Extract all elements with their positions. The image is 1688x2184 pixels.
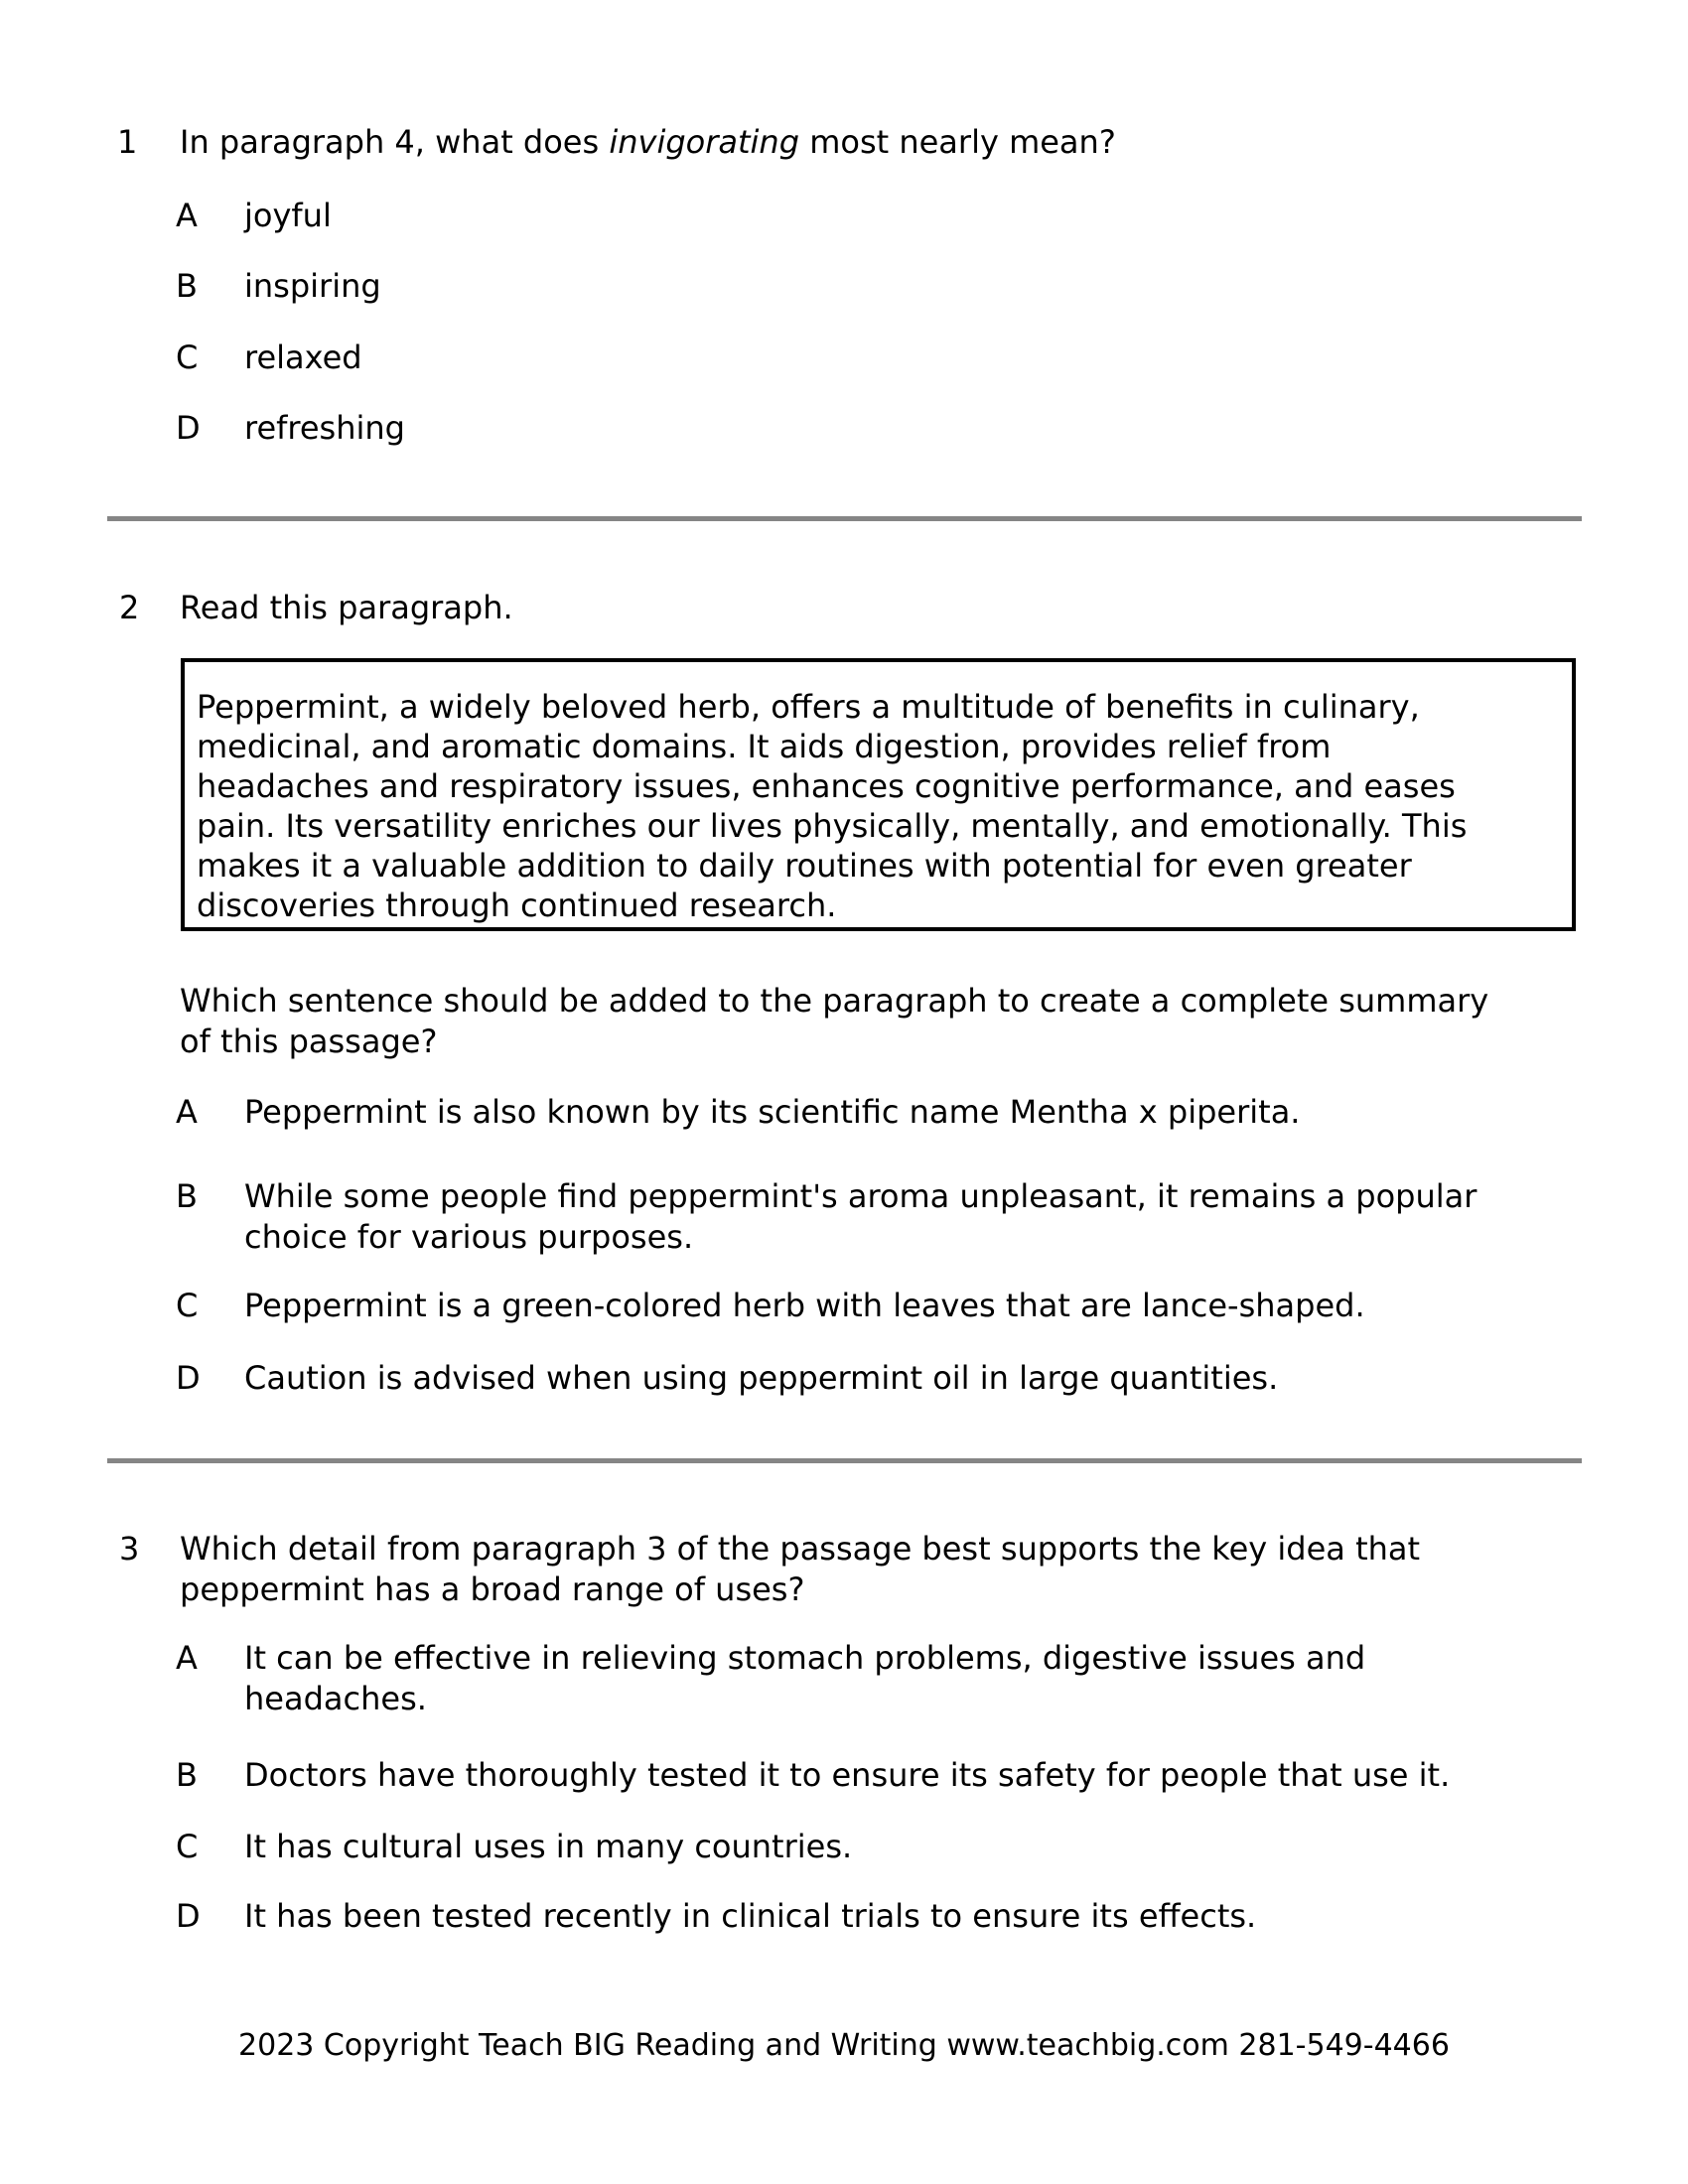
option-letter: C xyxy=(176,1828,199,1865)
option-text-line: Peppermint is a green-colored herb with leaves that are lance-shaped. xyxy=(244,1287,1365,1324)
question-1-line xyxy=(180,122,1116,163)
option-text-line: joyful xyxy=(244,197,332,234)
boxed-paragraph-line: pain. Its versatility enriches our lives physically, mentally, and emotionally. This xyxy=(197,807,1468,845)
question-2-option-b xyxy=(176,1176,1477,1258)
question-2-prompt xyxy=(180,588,513,628)
option-text xyxy=(244,266,381,307)
option-text-line: Doctors have thoroughly tested it to ensure its safety for people that use it. xyxy=(244,1756,1451,1794)
boxed-paragraph-line: makes it a valuable addition to daily routines with potential for even greater xyxy=(197,847,1412,885)
option-text-line: headaches. xyxy=(244,1680,427,1717)
question-3-text xyxy=(180,1529,1420,1610)
option-letter: A xyxy=(176,1093,198,1131)
option-text-line: Caution is advised when using peppermint oil in large quantities. xyxy=(244,1359,1279,1397)
question-3-option-b xyxy=(176,1755,1450,1796)
option-text-line: Peppermint is also known by its scientific name Mentha x piperita. xyxy=(244,1093,1301,1131)
option-text xyxy=(244,1896,1256,1937)
boxed-paragraph xyxy=(181,658,1576,931)
option-text xyxy=(244,1176,1477,1258)
option-text xyxy=(244,408,405,449)
option-letter: D xyxy=(176,1359,201,1397)
question-1-option-b xyxy=(176,266,381,307)
question-3-number: 3 xyxy=(119,1530,140,1568)
option-text xyxy=(244,1358,1278,1399)
question-1-text-post: most nearly mean? xyxy=(799,123,1116,161)
option-letter: B xyxy=(176,267,198,305)
option-letter: B xyxy=(176,1756,198,1794)
option-text xyxy=(244,1638,1365,1719)
option-letter: D xyxy=(176,409,201,447)
option-letter: D xyxy=(176,1897,201,1935)
option-letter: C xyxy=(176,1287,199,1324)
boxed-paragraph-line: headaches and respiratory issues, enhances cognitive performance, and eases xyxy=(197,767,1456,805)
option-letter: B xyxy=(176,1177,198,1215)
question-1-option-a xyxy=(176,196,332,236)
boxed-paragraph-line: discoveries through continued research. xyxy=(197,887,837,924)
question-2-number: 2 xyxy=(119,589,140,626)
copyright-footer: 2023 Copyright Teach BIG Reading and Writing www.teachbig.com 281-549-4466 xyxy=(238,2028,1450,2063)
question-2-option-c xyxy=(176,1286,1365,1326)
question-3 xyxy=(119,1529,1420,1610)
option-text-line: It has been tested recently in clinical trials to ensure its effects. xyxy=(244,1897,1257,1935)
question-3-option-c xyxy=(176,1827,852,1867)
question-1-italic-word: invigorating xyxy=(609,123,800,161)
question-1-text xyxy=(180,122,1116,163)
option-text xyxy=(244,338,362,378)
question-1-option-d xyxy=(176,408,405,449)
section-divider-1 xyxy=(107,516,1582,521)
option-text-line: relaxed xyxy=(244,339,362,376)
question-2-option-a xyxy=(176,1092,1300,1133)
option-text-line: refreshing xyxy=(244,409,405,447)
question-3-line: Which detail from paragraph 3 of the passage best supports the key idea that xyxy=(180,1530,1421,1568)
question-1-option-c xyxy=(176,338,362,378)
question-3-option-d xyxy=(176,1896,1256,1937)
question-1-number: 1 xyxy=(117,123,138,161)
question-3-line: peppermint has a broad range of uses? xyxy=(180,1570,805,1608)
question-3-option-a xyxy=(176,1638,1365,1719)
boxed-paragraph-line: Peppermint, a widely beloved herb, offers a multitude of benefits in culinary, xyxy=(197,688,1420,726)
option-text xyxy=(244,1286,1365,1326)
option-text-line: inspiring xyxy=(244,267,381,305)
question-2-line: Which sentence should be added to the paragraph to create a complete summary xyxy=(180,982,1489,1020)
question-1-text-pre: In paragraph 4, what does xyxy=(180,123,610,161)
question-2-text xyxy=(180,981,1488,1062)
question-2-option-d xyxy=(176,1358,1278,1399)
question-2 xyxy=(119,588,513,628)
option-text-line: It can be effective in relieving stomach problems, digestive issues and xyxy=(244,1639,1366,1677)
boxed-paragraph-line: medicinal, and aromatic domains. It aids digestion, provides relief from xyxy=(197,728,1332,765)
option-text xyxy=(244,1827,852,1867)
option-text-line: While some people find peppermint's aroma unpleasant, it remains a popular xyxy=(244,1177,1477,1215)
option-text xyxy=(244,1092,1300,1133)
option-letter: A xyxy=(176,197,198,234)
option-text xyxy=(244,196,332,236)
question-2-prompt-line: Read this paragraph. xyxy=(180,589,513,626)
option-text-line: It has cultural uses in many countries. xyxy=(244,1828,853,1865)
question-2-line: of this passage? xyxy=(180,1023,438,1060)
option-text xyxy=(244,1755,1450,1796)
option-letter: C xyxy=(176,339,199,376)
question-1 xyxy=(117,122,1116,163)
option-text-line: choice for various purposes. xyxy=(244,1218,694,1256)
section-divider-2 xyxy=(107,1458,1582,1463)
option-letter: A xyxy=(176,1639,198,1677)
